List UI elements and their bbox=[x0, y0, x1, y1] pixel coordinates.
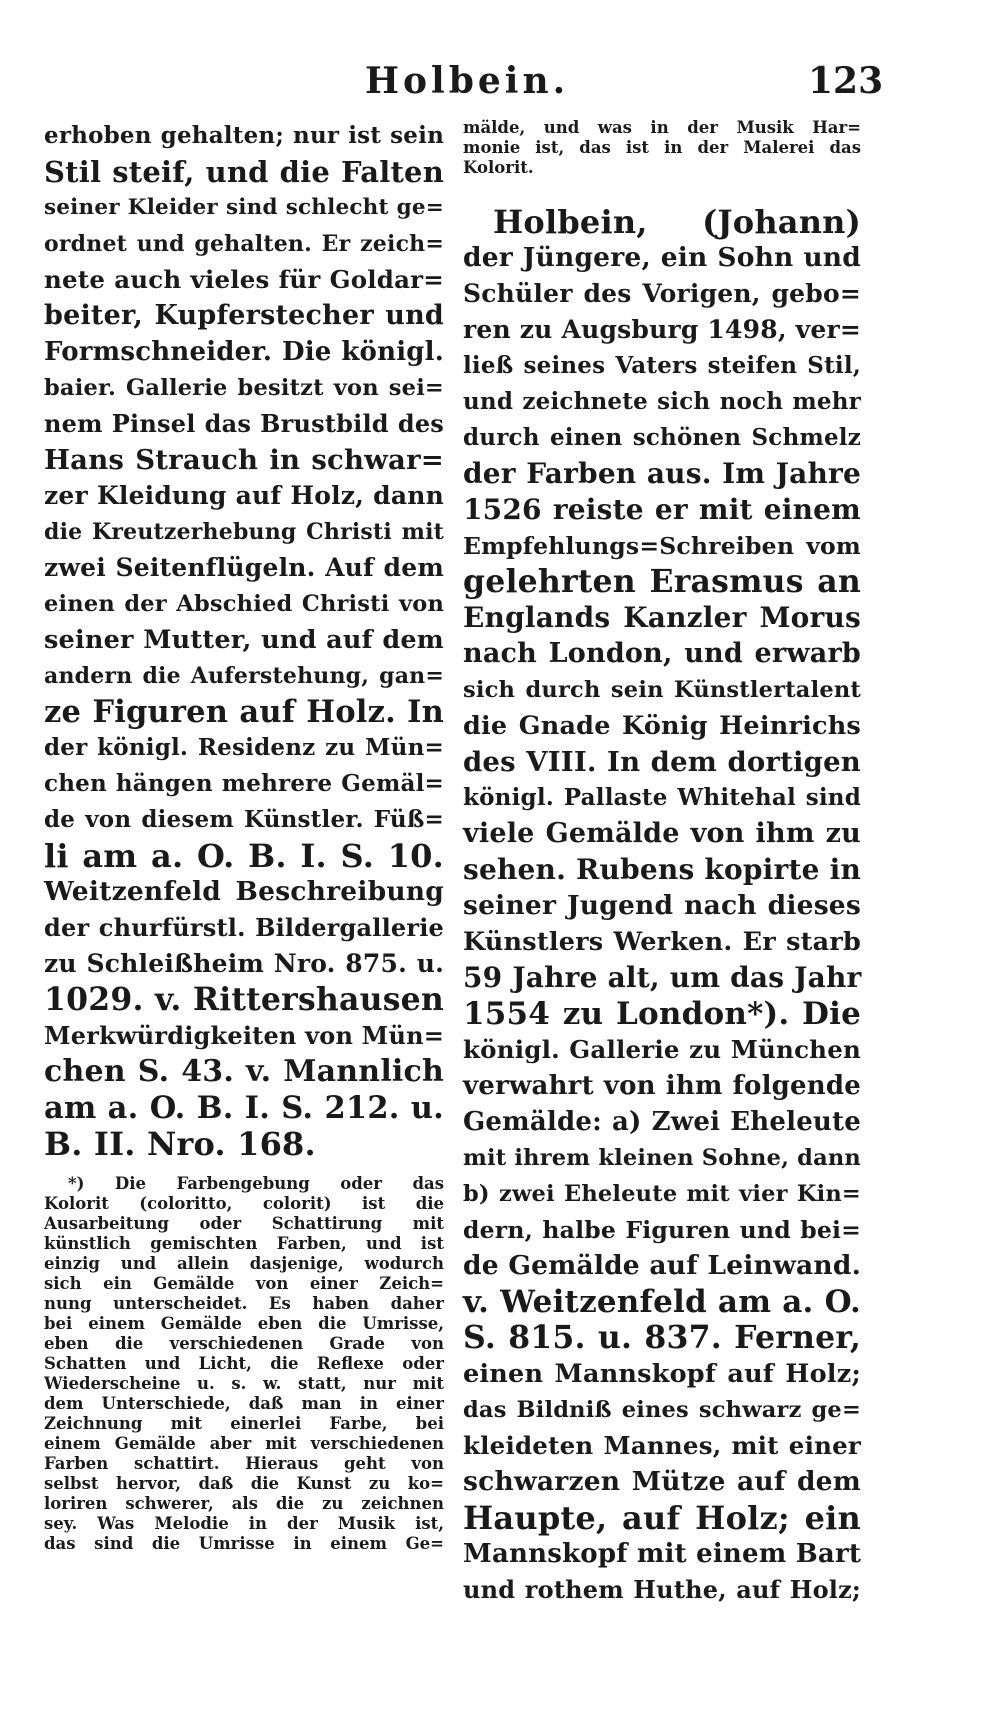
text-line: sehen. Rubens kopirte in bbox=[463, 853, 861, 886]
page-number: 123 bbox=[808, 60, 884, 102]
footnote-line: Kolorit (coloritto, colorit) ist die bbox=[44, 1194, 444, 1213]
footnote-line: sich ein Gemälde von einer Zeich= bbox=[44, 1274, 444, 1293]
text-line: v. Weitzenfeld am a. O. bbox=[463, 1284, 861, 1320]
text-line: Weitzenfeld Beschreibung bbox=[44, 876, 444, 907]
footnote-line: loriren schwerer, als die zu zeichnen bbox=[44, 1494, 444, 1513]
text-line: die Gnade König Heinrichs bbox=[463, 711, 861, 741]
text-line: Stil steif, und die Falten bbox=[44, 155, 444, 189]
text-line: ordnet und gehalten. Er zeich= bbox=[44, 231, 444, 257]
text-line: zwei Seitenflügeln. Auf dem bbox=[44, 553, 444, 582]
text-line: 1554 zu London*). Die bbox=[463, 996, 861, 1032]
text-line: des VIII. In dem dortigen bbox=[463, 746, 861, 778]
footnote-line: eben die verschiedenen Grade von bbox=[44, 1334, 444, 1353]
main-text-left bbox=[44, 118, 444, 1162]
footnote-line: Zeichnung mit einerlei Farbe, bei bbox=[44, 1414, 444, 1433]
text-line: seiner Mutter, und auf dem bbox=[44, 625, 444, 655]
footnote-line: Kolorit. bbox=[463, 158, 534, 177]
text-line: andern die Auferstehung, gan= bbox=[44, 663, 444, 689]
text-line: königl. Gallerie zu München bbox=[463, 1035, 861, 1064]
footnote-line: mälde, und was in der Musik Har= bbox=[463, 118, 861, 137]
text-line: der Jüngere, ein Sohn und bbox=[463, 242, 861, 273]
text-line: nete auch vieles für Goldar= bbox=[44, 265, 444, 294]
text-line: verwahrt von ihm folgende bbox=[463, 1071, 861, 1101]
text-line: chen hängen mehrere Gemäl= bbox=[44, 770, 444, 797]
footnote-line: künstlich gemischten Farben, und ist bbox=[44, 1234, 444, 1253]
text-line: kleideten Mannes, mit einer bbox=[463, 1431, 861, 1460]
text-line: und zeichnete sich noch mehr bbox=[463, 388, 861, 415]
footnote-line: bei einem Gemälde eben die Umrisse, bbox=[44, 1314, 444, 1333]
running-title: Holbein. bbox=[365, 60, 570, 102]
text-line: die Kreutzerhebung Christi mit bbox=[44, 519, 444, 545]
text-line: 1526 reiste er mit einem bbox=[463, 493, 861, 526]
footnote-line: das sind die Umrisse in einem Ge= bbox=[44, 1534, 444, 1553]
text-line: chen S. 43. v. Mannlich bbox=[44, 1054, 444, 1089]
text-line: erhoben gehalten; nur ist sein bbox=[44, 122, 444, 149]
text-line: Empfehlungs=Schreiben vom bbox=[463, 532, 861, 560]
text-line: durch einen schönen Schmelz bbox=[463, 424, 861, 451]
text-line: ließ seines Vaters steifen Stil, bbox=[463, 352, 861, 379]
text-line: nem Pinsel das Brustbild des bbox=[44, 409, 444, 438]
text-line: Schüler des Vorigen, gebo= bbox=[463, 279, 861, 308]
left-column bbox=[44, 118, 444, 1554]
text-line: Merkwürdigkeiten von Mün= bbox=[44, 1021, 445, 1050]
footnote-line: einem Gemälde aber mit verschiedenen bbox=[44, 1434, 444, 1453]
text-line: der Farben aus. Im Jahre bbox=[463, 457, 861, 490]
text-line: dern, halbe Figuren und bei= bbox=[463, 1216, 861, 1244]
text-line: gelehrten Erasmus an bbox=[463, 563, 861, 600]
text-line: am a. O. B. I. S. 212. u. bbox=[44, 1090, 444, 1126]
text-line: nach London, und erwarb bbox=[463, 638, 861, 669]
running-head bbox=[0, 60, 1000, 108]
footnote-line: Wiederscheine u. s. w. statt, nur mit bbox=[44, 1374, 444, 1393]
text-line: Gemälde: a) Zwei Eheleute bbox=[463, 1107, 861, 1137]
footnote-line: Farben schattirt. Hieraus geht von bbox=[44, 1454, 444, 1473]
text-line: beiter, Kupferstecher und bbox=[44, 300, 444, 331]
text-line: einen der Abschied Christi von bbox=[44, 591, 444, 617]
text-line: b) zwei Eheleute mit vier Kin= bbox=[463, 1181, 861, 1207]
right-column bbox=[463, 118, 861, 1608]
text-line: das Bildniß eines schwarz ge= bbox=[463, 1397, 861, 1423]
text-line: und rothem Huthe, auf Holz; bbox=[463, 1575, 861, 1604]
entry-heading-line: Holbein, (Johann) bbox=[493, 203, 861, 241]
text-line: ze Figuren auf Holz. In bbox=[44, 694, 444, 730]
text-line: zer Kleidung auf Holz, dann bbox=[44, 481, 444, 510]
text-line: schwarzen Mütze auf dem bbox=[463, 1466, 861, 1497]
text-line: 59 Jahre alt, um das Jahr bbox=[463, 961, 862, 994]
text-line: 1029. v. Rittershausen bbox=[44, 981, 444, 1018]
text-line: Haupte, auf Holz; ein bbox=[463, 1499, 861, 1537]
text-line: sich durch sein Künstlertalent bbox=[463, 677, 861, 703]
text-line: königl. Pallaste Whitehal sind bbox=[463, 784, 861, 811]
text-line: B. II. Nro. 168. bbox=[44, 1125, 316, 1163]
text-line: Formschneider. Die königl. bbox=[44, 337, 444, 367]
text-line: baier. Gallerie besitzt von sei= bbox=[44, 375, 444, 401]
text-line: der königl. Residenz zu Mün= bbox=[44, 734, 444, 761]
footnote-line: selbst hervor, daß die Kunst zu ko= bbox=[44, 1474, 444, 1493]
footnote-continuation bbox=[463, 118, 861, 178]
main-text-right bbox=[463, 204, 861, 1608]
footnote-line: sey. Was Melodie in der Musik ist, bbox=[44, 1514, 444, 1533]
text-line: de von diesem Künstler. Füß= bbox=[44, 806, 444, 833]
footnote-line: dem Unterschiede, daß man in einer bbox=[44, 1394, 444, 1413]
footnote-line: monie ist, das ist in der Malerei das bbox=[463, 138, 861, 157]
footnote-line: nung unterscheidet. Es haben daher bbox=[44, 1294, 444, 1313]
text-line: der churfürstl. Bildergallerie bbox=[44, 913, 444, 942]
text-line: S. 815. u. 837. Ferner, bbox=[463, 1319, 861, 1356]
text-line: seiner Jugend nach dieses bbox=[463, 890, 861, 921]
footnote-line: Schatten und Licht, die Reflexe oder bbox=[44, 1354, 444, 1373]
text-line: de Gemälde auf Leinwand. bbox=[463, 1250, 861, 1281]
footnote-line: einzig und allein dasjenige, wodurch bbox=[44, 1254, 444, 1273]
footnote bbox=[44, 1174, 444, 1554]
text-line: seiner Kleider sind schlecht ge= bbox=[44, 195, 444, 220]
text-line: Englands Kanzler Morus bbox=[463, 601, 861, 634]
text-line: ren zu Augsburg 1498, ver= bbox=[463, 315, 861, 344]
text-line: zu Schleißheim Nro. 875. u. bbox=[44, 949, 444, 978]
footnote-line: *) Die Farbengebung oder das bbox=[68, 1174, 444, 1193]
footnote-line: Ausarbeitung oder Schattirung mit bbox=[44, 1214, 444, 1233]
text-line: einen Mannskopf auf Holz; bbox=[463, 1359, 861, 1389]
text-line: Hans Strauch in schwar= bbox=[44, 444, 444, 476]
text-line: li am a. O. B. I. S. 10. bbox=[44, 837, 444, 875]
text-line: viele Gemälde von ihm zu bbox=[463, 818, 861, 849]
text-line: Mannskopf mit einem Bart bbox=[463, 1539, 862, 1569]
text-line: mit ihrem kleinen Sohne, dann bbox=[463, 1145, 861, 1171]
text-line: Künstlers Werken. Er starb bbox=[463, 927, 861, 957]
